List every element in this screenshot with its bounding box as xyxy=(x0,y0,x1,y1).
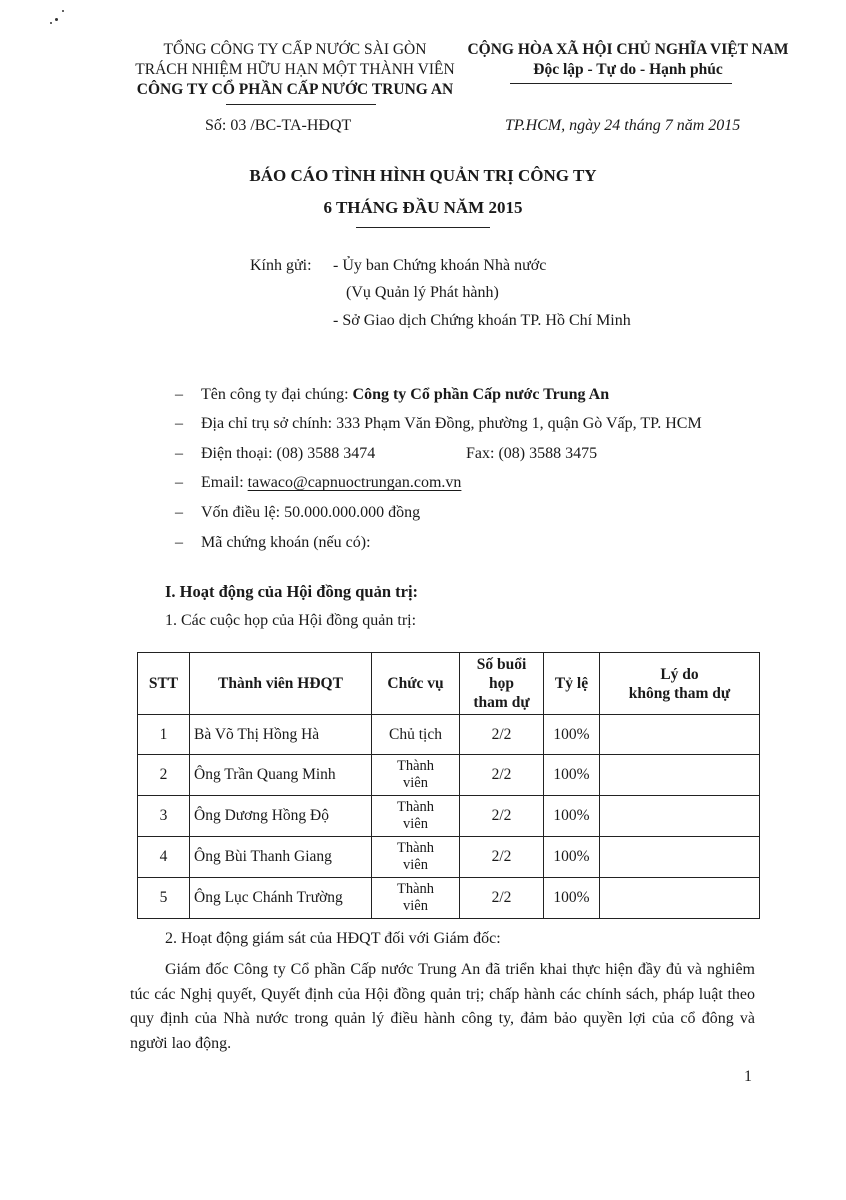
supervision-paragraph: Giám đốc Công ty Cổ phần Cấp nước Trung An đã triển khai thực hiện đầy đủ và nghiêm túc các Nghị quyết, Quyết định của Hội đồng quản trị; chấp hành các chính sách, pháp luật theo quy định của Nhà nước trong quản lý điều hành công ty, đảm bảo quyền lợi của cổ đông và người lao động. xyxy=(130,961,755,1052)
cell-role xyxy=(372,878,460,919)
cell-meetings: 2/2 xyxy=(460,715,544,755)
phone-text: Điện thoại: (08) 3588 3474 xyxy=(201,445,376,462)
table-row xyxy=(138,878,760,919)
cell-ratio: 100% xyxy=(544,796,600,837)
email-label: Email: xyxy=(201,474,248,491)
recipient-item: (Vụ Quản lý Phát hành) xyxy=(346,284,499,301)
info-stock-code xyxy=(175,534,371,552)
recipients-label: Kính gửi: xyxy=(250,257,312,274)
role-line: viên xyxy=(403,816,428,832)
bullet-dash: – xyxy=(175,474,183,491)
recipient-item: - Ủy ban Chứng khoán Nhà nước xyxy=(333,257,547,274)
stock-code-text: Mã chứng khoán (nếu có): xyxy=(201,534,371,551)
info-address xyxy=(175,415,702,433)
header-meetings-line: Số buổi xyxy=(476,656,527,673)
cell-stt: 1 xyxy=(138,715,190,755)
cell-meetings: 2/2 xyxy=(460,755,544,796)
scan-speck xyxy=(62,10,64,12)
info-email xyxy=(175,474,461,492)
role-line: Thành xyxy=(396,881,435,897)
scan-speck xyxy=(55,18,58,21)
header-reason-line: Lý do xyxy=(660,665,699,683)
section-heading: I. Hoạt động của Hội đồng quản trị: xyxy=(165,582,419,601)
cell-ratio: 100% xyxy=(544,715,600,755)
cell-name: Bà Võ Thị Hồng Hà xyxy=(190,715,372,755)
report-subtitle: 6 THÁNG ĐẦU NĂM 2015 xyxy=(323,198,523,217)
report-title: BÁO CÁO TÌNH HÌNH QUẢN TRỊ CÔNG TY xyxy=(249,166,597,185)
cell-meetings: 2/2 xyxy=(460,878,544,919)
bullet-dash: – xyxy=(175,534,183,551)
header-stt: STT xyxy=(138,653,190,715)
header-ratio: Tỷ lệ xyxy=(544,653,600,715)
cell-ratio: 100% xyxy=(544,837,600,878)
bullet-dash: – xyxy=(175,386,183,403)
subsection-meetings: 1. Các cuộc họp của Hội đồng quản trị: xyxy=(165,612,417,629)
cell-role xyxy=(372,796,460,837)
table-header-row xyxy=(138,653,760,715)
subsection-supervision: 2. Hoạt động giám sát của HĐQT đối với Giám đốc: xyxy=(165,930,501,947)
cell-stt: 2 xyxy=(138,755,190,796)
header-member: Thành viên HĐQT xyxy=(190,653,372,715)
cell-role xyxy=(372,755,460,796)
info-company-name xyxy=(175,386,609,404)
issuer-parent-line2: TRÁCH NHIỆM HỮU HẠN MỘT THÀNH VIÊN xyxy=(135,61,455,78)
role-line: Chủ tịch xyxy=(389,725,442,743)
cell-role xyxy=(372,715,460,755)
document-number: Số: 03 /BC-TA-HĐQT xyxy=(205,117,352,134)
header-role: Chức vụ xyxy=(372,653,460,715)
cell-name: Ông Dương Hồng Độ xyxy=(190,796,372,837)
cell-ratio: 100% xyxy=(544,755,600,796)
bullet-dash: – xyxy=(175,504,183,521)
info-capital xyxy=(175,504,420,522)
role-line: viên xyxy=(403,857,428,873)
recipient-item: - Sở Giao dịch Chứng khoán TP. Hồ Chí Minh xyxy=(333,312,631,329)
fax-text: Fax: (08) 3588 3475 xyxy=(466,445,598,462)
header-meetings-line: họp xyxy=(489,675,514,692)
company-name-value: Công ty Cổ phần Cấp nước Trung An xyxy=(352,386,610,403)
info-phone xyxy=(175,445,375,463)
role-line: Thành xyxy=(396,840,435,856)
cell-ratio: 100% xyxy=(544,878,600,919)
issuer-parent-line1: TỔNG CÔNG TY CẤP NƯỚC SÀI GÒN xyxy=(163,41,427,58)
cell-stt: 5 xyxy=(138,878,190,919)
motto-underline xyxy=(510,83,732,84)
role-line: Thành xyxy=(396,758,435,774)
cell-reason xyxy=(600,796,760,837)
national-motto: Độc lập - Tự do - Hạnh phúc xyxy=(533,61,723,78)
info-label: Tên công ty đại chúng: xyxy=(201,386,353,403)
cell-role xyxy=(372,837,460,878)
header-meetings-line: tham dự xyxy=(473,694,530,711)
cell-stt: 3 xyxy=(138,796,190,837)
document-date: TP.HCM, ngày 24 tháng 7 năm 2015 xyxy=(505,117,741,134)
table-row xyxy=(138,796,760,837)
capital-text: Vốn điều lệ: 50.000.000.000 đồng xyxy=(201,504,421,521)
cell-name: Ông Lục Chánh Trường xyxy=(190,878,372,919)
cell-meetings: 2/2 xyxy=(460,837,544,878)
cell-reason xyxy=(600,878,760,919)
role-line: viên xyxy=(403,898,428,914)
national-title: CỘNG HÒA XÃ HỘI CHỦ NGHĨA VIỆT NAM xyxy=(467,41,789,58)
cell-reason xyxy=(600,755,760,796)
address-text: Địa chỉ trụ sở chính: 333 Phạm Văn Đồng, phường 1, quận Gò Vấp, TP. HCM xyxy=(201,415,702,432)
bullet-dash: – xyxy=(175,445,183,462)
issuer-company-name: CÔNG TY CỔ PHẦN CẤP NƯỚC TRUNG AN xyxy=(136,81,454,98)
board-meetings-table xyxy=(137,652,760,919)
cell-reason xyxy=(600,837,760,878)
issuer-block xyxy=(120,40,470,100)
cell-stt: 4 xyxy=(138,837,190,878)
cell-meetings: 2/2 xyxy=(460,796,544,837)
header-meetings xyxy=(460,653,544,715)
national-header xyxy=(463,40,793,80)
table-row xyxy=(138,715,760,755)
role-line: Thành xyxy=(396,799,435,815)
scan-speck xyxy=(50,22,52,24)
title-underline xyxy=(356,227,490,228)
table-row xyxy=(138,837,760,878)
cell-reason xyxy=(600,715,760,755)
cell-name: Ông Bùi Thanh Giang xyxy=(190,837,372,878)
header-reason xyxy=(600,653,760,715)
issuer-underline xyxy=(226,104,376,105)
page-number: 1 xyxy=(744,1068,752,1085)
bullet-dash: – xyxy=(175,415,183,432)
role-line: viên xyxy=(403,775,428,791)
table-row xyxy=(138,755,760,796)
cell-name: Ông Trần Quang Minh xyxy=(190,755,372,796)
email-link[interactable]: tawaco@capnuoctrungan.com.vn xyxy=(247,474,462,491)
header-reason-line: không tham dự xyxy=(628,684,731,702)
